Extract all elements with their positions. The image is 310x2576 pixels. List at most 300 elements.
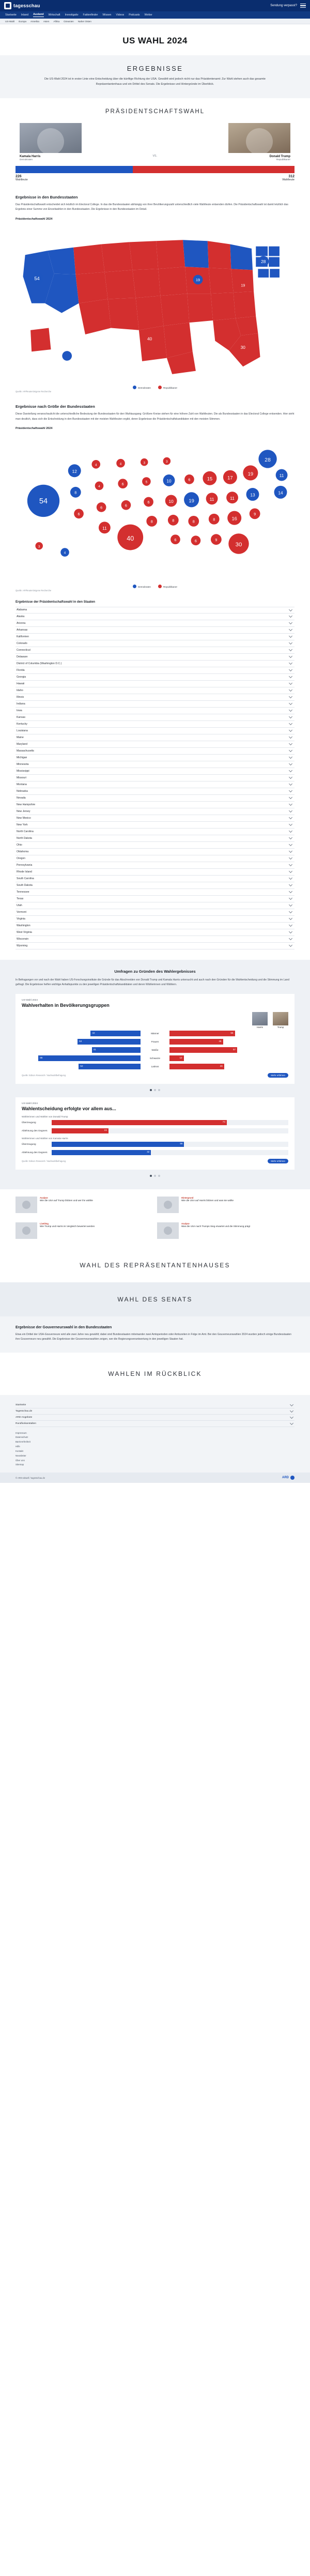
nav-item-2[interactable]: Ausland [33, 13, 44, 16]
chevron-down-icon [289, 688, 292, 692]
accordion-row[interactable] [16, 775, 295, 781]
accordion-row-label: Arkansas [17, 628, 28, 632]
svg-text:8: 8 [74, 490, 77, 495]
poll1-rep-bar [169, 1039, 223, 1045]
us-choropleth-map[interactable] [16, 223, 295, 384]
poll2-bar-value: 74 [222, 1121, 225, 1124]
poll1-rep-value: 45 [219, 1039, 222, 1042]
chevron-down-icon [289, 903, 292, 907]
svg-text:40: 40 [127, 534, 134, 542]
teaser-kicker-3: Analyse [181, 1222, 190, 1225]
poll1-rep-bar [169, 1047, 237, 1053]
accordion-row[interactable] [16, 929, 295, 936]
electoral-bar-dem [16, 166, 133, 173]
map1-text: Das Präsidentschaftswahl entscheidet sich letztlich im Electoral College. In das die Bundesstaaten abhängig von ihrer Bevölkerungszahl unterschiedlich viele Wahlleute entsenden dürfen. Die Präsidentschaftswahl ist damit letztlich das Ergebnis einer Summe von Einzelwahlen in den Bundesstaaten. Die Ergebnisse in den Bundesstaaten im Detail. [16, 203, 288, 211]
chevron-down-icon [289, 863, 292, 866]
accordion-row-label: Kansas [17, 715, 25, 719]
accordion-row[interactable] [16, 889, 295, 896]
poll1-dem-value: 53 [79, 1039, 82, 1042]
map1-title: Ergebnisse in den Bundesstaaten [16, 195, 78, 200]
accordion-row[interactable] [16, 849, 295, 855]
accordion-row-label: Arizona [17, 621, 26, 625]
chevron-down-icon [289, 735, 292, 739]
poll1-row [22, 1030, 288, 1037]
poll1-row-label: Weiße [151, 1048, 159, 1051]
chevron-down-icon [289, 742, 292, 745]
poll1-row-label: Männer [151, 1032, 159, 1035]
accordion-row[interactable] [16, 822, 295, 829]
map1-chart-label: Präsidentschaftswahl 2024 [16, 217, 53, 221]
subnav-item-3[interactable]: Asien [43, 20, 50, 23]
accordion-row[interactable] [16, 647, 295, 654]
poll2-sub-dem: Wählerinnen und Wähler von Kamala Harris [22, 1137, 68, 1140]
subnav-item-6[interactable]: Naher Osten [78, 20, 91, 23]
subnav-item-2[interactable]: Amerika [30, 20, 39, 23]
teaser-card-0[interactable] [16, 1197, 153, 1213]
accordion-row[interactable] [16, 781, 295, 788]
svg-text:30: 30 [235, 542, 242, 548]
poll2-bar-value: 24 [104, 1129, 107, 1132]
chevron-down-icon [289, 916, 292, 920]
poll1-row [22, 1038, 288, 1045]
accordion-row[interactable] [16, 741, 295, 748]
svg-text:19: 19 [189, 498, 194, 504]
accordion-row[interactable] [16, 916, 295, 923]
poll2-bar-fill [52, 1142, 184, 1147]
poll1-row-label: Latinos [151, 1065, 159, 1068]
brand-logo-group[interactable] [4, 2, 40, 9]
chevron-down-icon [289, 621, 292, 624]
chevron-down-icon [289, 634, 292, 638]
chevron-down-icon [289, 910, 292, 913]
versus-divider [82, 154, 228, 161]
chevron-down-icon [289, 627, 292, 631]
svg-text:10: 10 [168, 499, 174, 504]
accordion-row-label: Nebraska [17, 789, 28, 793]
chevron-down-icon [290, 1415, 293, 1419]
sendung-verpasst-link[interactable]: Sendung verpasst? [270, 4, 297, 7]
accordion-row[interactable] [16, 620, 295, 627]
accordion-row[interactable] [16, 687, 295, 694]
footer-bottom [0, 1473, 310, 1483]
nav-item-3[interactable]: Wirtschaft [48, 13, 60, 17]
teaser-row-2 [0, 1222, 310, 1248]
poll2-row [22, 1128, 288, 1134]
house-section-heading: WAHL DES REPRÄSENTANTENHAUSES [0, 1248, 310, 1282]
map2-legend [16, 585, 295, 588]
state-results-map-section [0, 187, 310, 396]
retrospect-section-heading: WAHLEN IM RÜCKBLICK [0, 1353, 310, 1395]
poll1-title: Wahlverhalten in Bevölkerungsgruppen [22, 1002, 110, 1008]
svg-text:3: 3 [143, 461, 145, 465]
teaser-text-2: Wie Trump und Harris im Vergleich bewertet werden [40, 1224, 95, 1228]
svg-text:6: 6 [78, 512, 80, 517]
carousel2-dot-2[interactable] [154, 1175, 156, 1177]
accordion-row-label: Montana [17, 783, 27, 786]
tagesschau-logo-icon [4, 2, 11, 9]
accordion-row-label: Ohio [17, 843, 22, 847]
poll1-footer [22, 1073, 288, 1078]
teaser-card-2[interactable] [16, 1222, 153, 1239]
accordion-row-label: Nevada [17, 796, 26, 800]
chevron-down-icon [289, 775, 292, 779]
svg-text:16: 16 [231, 516, 237, 522]
chevron-down-icon [289, 654, 292, 658]
accordion-row-label: Alaska [17, 615, 25, 618]
presidential-heading: PRÄSIDENTSCHAFTSWAHL [105, 109, 205, 115]
footer-row-label-3: Rundfunkanstalten [16, 1422, 37, 1425]
chevron-down-icon [289, 701, 292, 705]
chevron-down-icon [289, 802, 292, 806]
poll1-rep-bar [169, 1064, 224, 1069]
candidate-harris [20, 123, 82, 161]
poll1-rep-value: 57 [233, 1048, 236, 1051]
carousel2-dot-3[interactable] [158, 1175, 160, 1177]
electoral-bar-rep [133, 166, 295, 173]
chevron-down-icon [289, 708, 292, 712]
footer-link[interactable]: Sitemap [16, 1463, 24, 1466]
accordion-row[interactable] [16, 788, 295, 795]
poll2-more-button[interactable]: Mehr erfahren [268, 1159, 288, 1163]
subnav-item-5[interactable]: Ozeanien [64, 20, 74, 23]
accordion-row[interactable] [16, 815, 295, 822]
sub-navigation [0, 19, 310, 24]
svg-text:54: 54 [34, 275, 40, 281]
poll1-trump-photo [273, 1012, 288, 1025]
governor-text: Etwa ein Drittel der USA-Gouverneure wird alle zwei Jahre neu gewählt; dabei sind Bundesstaaten miteinander zwei Amtsperioden oder Amtszeiten in Folge im Amt. Bei den Gouverneurswahlen 2024 wurden jedoch einige Bundesstaaten ihre Gouverneure neu gewählt. Die Ergebnisse der Gouverneurswahlen zeigen, wer die Regierungsverantwortung in den jeweiligen Staaten hat. [16, 1332, 292, 1341]
accordion-row-label: Tennessee [17, 890, 29, 894]
map2-canvas[interactable] [16, 432, 295, 582]
poll2-row [22, 1149, 288, 1156]
accordion-row[interactable] [16, 627, 295, 634]
chevron-down-icon [289, 695, 292, 698]
nav-item-7[interactable]: Videos [116, 13, 125, 17]
candidate-harris-name: Kamala Harris [20, 155, 41, 158]
poll2-bar-fill [52, 1128, 109, 1133]
us-bubble-map[interactable] [16, 432, 295, 582]
footer [0, 1395, 310, 1473]
footer-link[interactable]: Newsletter [16, 1454, 26, 1457]
svg-text:6: 6 [121, 482, 124, 487]
poll2-row-label: Ablehnung des Gegners [22, 1129, 48, 1132]
carousel-dot-1[interactable] [150, 1089, 152, 1091]
accordion-row[interactable] [16, 714, 295, 721]
poll1-rep-value: 12 [179, 1056, 182, 1059]
accordion-row-label: New Mexico [17, 816, 31, 820]
chevron-down-icon [289, 681, 292, 685]
accordion-row-label: Florida [17, 668, 25, 672]
accordion-row-label: New York [17, 823, 28, 826]
svg-text:8: 8 [172, 518, 175, 523]
results-heading: ERGEBNISSE [127, 65, 183, 72]
poll-card-demographics [16, 994, 295, 1084]
carousel-dot-2[interactable] [154, 1089, 156, 1091]
svg-text:8: 8 [213, 517, 215, 522]
teaser-text-0: Wie die USA auf Trump blicken und wer ihn wählte [40, 1199, 93, 1202]
accordion-row[interactable] [16, 607, 295, 614]
footer-links [16, 1431, 295, 1468]
top-bar [0, 0, 310, 11]
svg-text:13: 13 [250, 492, 255, 498]
accordion-row[interactable] [16, 614, 295, 620]
governor-title: Ergebnisse der Gouverneurswahl in den Bundesstaaten [16, 1325, 112, 1329]
accordion-row-label: Maine [17, 735, 24, 739]
accordion-row[interactable] [16, 829, 295, 835]
svg-text:5: 5 [145, 480, 148, 484]
chevron-down-icon [289, 816, 292, 819]
accordion-row[interactable] [16, 896, 295, 902]
carousel2-dot-1[interactable] [150, 1175, 152, 1177]
chevron-down-icon [289, 661, 292, 665]
footer-row-1[interactable] [16, 1408, 295, 1415]
accordion-row[interactable] [16, 708, 295, 714]
chevron-down-icon [289, 937, 292, 940]
accordion-row-label: District of Columbia (Washington D.C.) [17, 662, 62, 665]
accordion-row-label: Mississippi [17, 769, 29, 773]
poll-card-motivation [16, 1097, 295, 1170]
poll2-carousel-dots[interactable] [16, 1175, 295, 1177]
accordion-row-label: Kalifornien [17, 635, 29, 638]
accordion-row[interactable] [16, 728, 295, 734]
chevron-down-icon [289, 674, 292, 678]
teaser-card-3[interactable] [157, 1222, 295, 1239]
map1-legend [16, 386, 295, 389]
poll1-row [22, 1047, 288, 1053]
results-intro-text: Die US-Wahl 2024 ist in erster Linie eine Entscheidung über die künftige Richtung der USA. Gewählt wird jedoch nicht nur das Präsidentenamt: Zur Wahl stehen auch das gesamte Repräsentantenhaus und ein Drittel des Senats. Die Ergebnisse und Hintergründe im Überblick. [44, 78, 266, 86]
accordion-row-label: Illinois [17, 695, 24, 699]
subnav-item-0[interactable]: US-Wahl [5, 20, 15, 23]
accordion-row[interactable] [16, 936, 295, 943]
svg-text:11: 11 [279, 473, 284, 479]
svg-text:8: 8 [192, 519, 195, 524]
subnav-item-4[interactable]: Afrika [53, 20, 60, 23]
governor-section [0, 1316, 310, 1353]
footer-link[interactable]: Kontakt [16, 1449, 23, 1452]
nav-item-5[interactable]: Faktenfinder [83, 13, 98, 17]
accordion-row[interactable] [16, 869, 295, 876]
map2-source: Quelle: AP/Reuters/eigene Recherche [16, 589, 52, 592]
accordion-row[interactable] [16, 640, 295, 647]
polls-intro: In Befragungen vor und nach der Wahl haben US-Forschungsinstitute die Gründe für das Abschneiden von Donald Trump und Kamala Harris untersucht und auch nach den Gründen für die Wahlentscheidung und die Stimmung im Land gefragt. Die Ergebnisse helfen wichtige Anhaltspunkte zu den jeweiligen Präsidentschaftskandidaten und deren Wählerinnen und Wählern. [16, 978, 289, 987]
poll2-bar-track [52, 1120, 288, 1125]
svg-text:19: 19 [196, 278, 200, 283]
poll2-dem-rows [22, 1141, 288, 1156]
nav-item-0[interactable]: Startseite [5, 13, 17, 17]
poll2-bar-track [52, 1128, 288, 1133]
accordion-row[interactable] [16, 862, 295, 869]
accordion-row[interactable] [16, 634, 295, 640]
accordion-row[interactable] [16, 734, 295, 741]
nav-item-6[interactable]: Wissen [102, 13, 112, 17]
footer-link[interactable]: Datenschutz [16, 1436, 28, 1439]
poll1-more-button[interactable]: Mehr erfahren [268, 1073, 288, 1078]
accordion-row-label: South Carolina [17, 877, 34, 880]
chevron-down-icon [289, 715, 292, 718]
state-results-accordion-section [0, 595, 310, 960]
svg-text:28: 28 [261, 258, 266, 264]
svg-text:8: 8 [150, 519, 153, 524]
nav-item-1[interactable]: Inland [21, 13, 29, 17]
nav-item-9[interactable]: Wetter [144, 13, 152, 17]
poll2-bar-fill [52, 1120, 227, 1125]
poll1-head-trump [273, 1012, 288, 1029]
poll1-row-label: Schwarze [149, 1056, 161, 1060]
accordion-row[interactable] [16, 842, 295, 849]
accordion-row[interactable] [16, 808, 295, 815]
accordion-row[interactable] [16, 943, 295, 949]
svg-text:30: 30 [240, 344, 245, 350]
teaser-card-1[interactable] [157, 1197, 295, 1213]
poll1-dem-bar [92, 1047, 141, 1053]
legend-dem: Demokraten [133, 386, 151, 389]
footer-link[interactable]: Hilfe [16, 1445, 20, 1448]
poll1-dem-value: 52 [80, 1064, 83, 1067]
teaser-thumbnail-0 [16, 1197, 37, 1213]
accordion-row-label: Maryland [17, 742, 27, 746]
accordion-row[interactable] [16, 701, 295, 708]
svg-text:3: 3 [166, 460, 168, 464]
accordion-row[interactable] [16, 667, 295, 674]
nav-item-4[interactable]: Investigativ [65, 13, 79, 17]
accordion-row-label: Massachusetts [17, 749, 34, 753]
accordion-row-label: Louisiana [17, 729, 28, 732]
poll1-row [22, 1063, 288, 1070]
accordion-row-label: Iowa [17, 709, 22, 712]
accordion-row[interactable] [16, 855, 295, 862]
accordion-row[interactable] [16, 681, 295, 687]
ard-logo[interactable] [282, 1476, 295, 1480]
poll1-dem-value: 42 [92, 1031, 95, 1034]
footer-link[interactable]: Impressum [16, 1431, 27, 1434]
poll2-row-label: Ablehnung des Gegners [22, 1151, 48, 1154]
chevron-down-icon [289, 890, 292, 893]
electoral-dem-sub: Wahlleute [16, 178, 28, 181]
footer-row-0[interactable] [16, 1402, 295, 1408]
chevron-down-icon [289, 641, 292, 645]
svg-text:4: 4 [98, 485, 100, 489]
svg-text:6: 6 [100, 505, 103, 510]
accordion-row[interactable] [16, 876, 295, 882]
svg-text:6: 6 [174, 538, 177, 543]
poll1-dem-value: 86 [40, 1056, 43, 1059]
accordion-row-label: Delaware [17, 655, 28, 658]
poll1-rep-value: 46 [220, 1064, 223, 1067]
carousel-dot-3[interactable] [158, 1089, 160, 1091]
accordion-row[interactable] [16, 923, 295, 929]
accordion-row[interactable] [16, 661, 295, 667]
electoral-rep-count-group [282, 175, 295, 181]
accordion-row-label: Wyoming [17, 944, 28, 947]
poll1-dem-bar [38, 1055, 141, 1061]
accordion-row-label: Hawaii [17, 682, 25, 685]
poll2-source: Quelle: Edison Research / Nachwahlbefragung [22, 1159, 66, 1162]
accordion-row[interactable] [16, 761, 295, 768]
accordion-row[interactable] [16, 748, 295, 755]
chevron-down-icon [289, 809, 292, 812]
polls-section [0, 960, 310, 1189]
poll1-carousel-dots[interactable] [16, 1089, 295, 1091]
accordion-row[interactable] [16, 882, 295, 889]
footer-link[interactable]: Barrierefreiheit [16, 1440, 30, 1444]
poll1-harris-photo [252, 1012, 268, 1025]
accordion-row-label: Michigan [17, 756, 27, 759]
footer-row-2[interactable] [16, 1415, 295, 1421]
accordion-row[interactable] [16, 721, 295, 728]
footer-link[interactable]: Über uns [16, 1459, 25, 1462]
accordion-row-label: Idaho [17, 688, 23, 692]
chevron-down-icon [289, 648, 292, 651]
svg-text:6: 6 [188, 477, 191, 482]
poll1-dem-value: 41 [93, 1048, 96, 1051]
footer-row-3[interactable] [16, 1421, 295, 1427]
accordion-row[interactable] [16, 654, 295, 661]
poll2-rep-rows [22, 1120, 288, 1134]
teaser-text-3: Was die USA nach Trumps Sieg erwartet und die Stimmung prägt [181, 1224, 251, 1228]
map2-text: Diese Darstellung veranschaulicht die unterschiedliche Bedeutung der Bundesstaaten für den Wahlausgang: Größere Kreise stehen für eine höhere Zahl von Wahlleuten. Die als Bundesstaaten in das Electoral College entsenden. Hier sieht man deutlich, dass sich die Entscheidung in den Bundesstaaten mit der meisten Wahlleuten ergibt, deren Ergebnisse die Präsidentschaftskandidaten mit den meisten Stimmen. [16, 412, 295, 421]
legend2-dem: Demokraten [133, 585, 151, 588]
svg-text:6: 6 [125, 503, 127, 508]
poll1-head-harris [252, 1012, 268, 1029]
map1-canvas[interactable] [16, 223, 295, 384]
accordion-row-label: West Virginia [17, 930, 32, 934]
chevron-down-icon [289, 856, 292, 860]
svg-text:12: 12 [72, 469, 77, 474]
svg-text:6: 6 [194, 539, 197, 544]
polls-heading: Umfragen zu Gründen des Wahlergebnisses [114, 969, 196, 974]
poll1-row [22, 1055, 288, 1062]
accordion-row[interactable] [16, 902, 295, 909]
nav-item-8[interactable]: Podcasts [129, 13, 140, 17]
teaser-kicker-1: Hintergrund [181, 1196, 194, 1199]
poll2-bar-track [52, 1150, 288, 1155]
electoral-dem-count-group [16, 175, 28, 181]
poll1-row-label: Frauen [151, 1040, 159, 1043]
accordion-row-label: North Carolina [17, 830, 34, 833]
accordion-row-label: Pennsylvania [17, 863, 33, 867]
accordion-row[interactable] [16, 909, 295, 916]
svg-text:11: 11 [209, 497, 214, 502]
candidate-harris-photo [20, 123, 82, 153]
chevron-down-icon [289, 896, 292, 900]
accordion-row-label: Texas [17, 897, 24, 900]
accordion-row[interactable] [16, 694, 295, 701]
candidate-trump [228, 123, 290, 161]
accordion-row-label: Kentucky [17, 722, 27, 726]
poll2-bar-track [52, 1142, 288, 1147]
poll2-kicker: US-Wahl 2024 [22, 1102, 38, 1105]
accordion-row[interactable] [16, 802, 295, 808]
chevron-down-icon [289, 782, 292, 786]
accordion-row[interactable] [16, 674, 295, 681]
chevron-down-icon [289, 762, 292, 765]
chevron-down-icon [289, 829, 292, 833]
chevron-down-icon [289, 849, 292, 853]
accordion-row[interactable] [16, 755, 295, 761]
subnav-item-1[interactable]: Europa [19, 20, 27, 23]
poll1-dem-bar [90, 1031, 141, 1036]
teaser-kicker-0: Analyse [40, 1196, 48, 1199]
menu-icon[interactable] [300, 4, 306, 8]
accordion-row[interactable] [16, 835, 295, 842]
teaser-thumbnail-1 [157, 1197, 179, 1213]
results-intro-section [0, 55, 310, 98]
teaser-row-1 [0, 1189, 310, 1222]
accordion-row-label: Virginia [17, 917, 25, 921]
electoral-rep-sub: Wahlleute [282, 178, 295, 181]
accordion-row[interactable] [16, 795, 295, 802]
chevron-down-icon [289, 930, 292, 933]
accordion-row[interactable] [16, 768, 295, 775]
